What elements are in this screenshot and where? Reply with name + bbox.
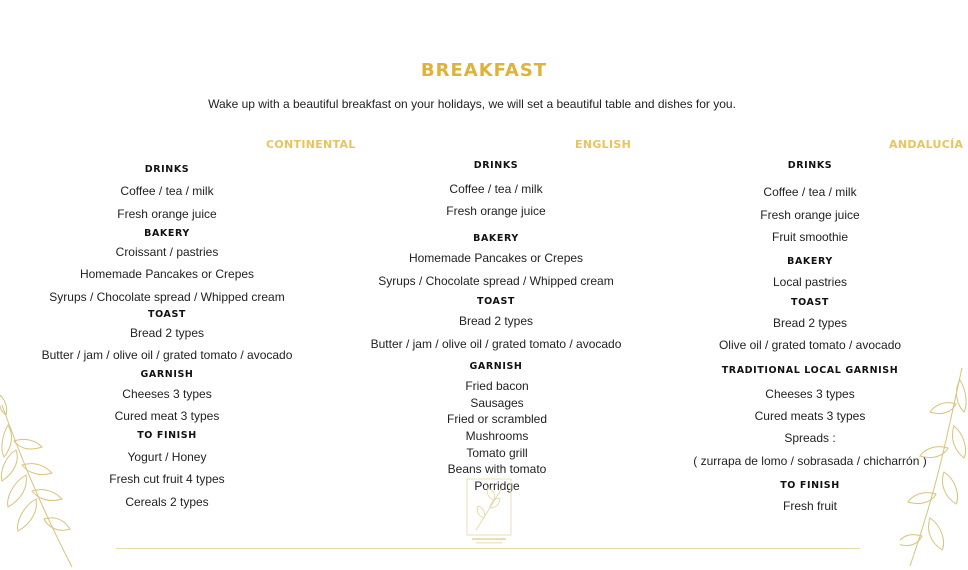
section-title: DRINKS: [473, 160, 519, 171]
column-header-continental: CONTINENTAL: [266, 138, 356, 151]
menu-item: Yogurt / Honey: [127, 450, 207, 464]
section-title: TO FINISH: [780, 480, 840, 491]
menu-item: Coffee / tea / milk: [763, 185, 857, 199]
menu-item: Fried bacon: [465, 379, 529, 393]
section-title: GARNISH: [140, 369, 194, 380]
brand-logo-icon: [466, 478, 512, 546]
section-title: BAKERY: [473, 233, 519, 244]
section-title: TRADITIONAL LOCAL GARNISH: [721, 365, 899, 376]
menu-item: Beans with tomato: [447, 462, 547, 476]
menu-item: Bread 2 types: [458, 314, 534, 328]
left-leaf-branch-icon: [0, 395, 80, 570]
menu-item: Mushrooms: [465, 429, 529, 443]
menu-item: Sausages: [470, 396, 524, 410]
menu-item: Fresh orange juice: [117, 207, 217, 221]
footer-divider: [116, 548, 860, 549]
menu-item: Cured meats 3 types: [754, 409, 866, 423]
menu-item: Bread 2 types: [129, 326, 205, 340]
menu-item: Butter / jam / olive oil / grated tomato / avocado: [41, 348, 293, 362]
menu-item: Coffee / tea / milk: [449, 182, 543, 196]
right-leaf-branch-icon: [900, 360, 968, 570]
menu-item: Coffee / tea / milk: [120, 184, 214, 198]
section-title: BAKERY: [787, 256, 833, 267]
column-header-andalucia: ANDALUCÍA: [889, 138, 964, 151]
menu-item: Porridge: [474, 479, 520, 493]
section-title: GARNISH: [469, 361, 523, 372]
menu-item: Local pastries: [772, 275, 848, 289]
menu-item: Syrups / Chocolate spread / Whipped cream: [378, 274, 614, 288]
page-subtitle: Wake up with a beautiful breakfast on your holidays, we will set a beautiful table and dishes for you.: [208, 97, 736, 111]
section-title: TOAST: [791, 297, 829, 308]
column-header-english: ENGLISH: [575, 138, 632, 151]
menu-item: Tomato grill: [466, 446, 528, 460]
menu-item: Homemade Pancakes or Crepes: [408, 251, 584, 265]
menu-item: Fresh orange juice: [760, 208, 860, 222]
page-title: BREAKFAST: [420, 60, 548, 81]
menu-item: Fried or scrambled: [446, 412, 548, 426]
menu-item: Butter / jam / olive oil / grated tomato / avocado: [370, 337, 622, 351]
menu-item: Cured meat 3 types: [114, 409, 220, 423]
menu-item: Fresh cut fruit 4 types: [109, 472, 225, 486]
section-title: TOAST: [477, 296, 515, 307]
menu-item: Cheeses 3 types: [765, 387, 855, 401]
section-title: TOAST: [148, 309, 186, 320]
menu-item: Fruit smoothie: [771, 230, 849, 244]
menu-item: Syrups / Chocolate spread / Whipped cream: [49, 290, 285, 304]
section-title: DRINKS: [144, 164, 190, 175]
section-title: BAKERY: [144, 228, 190, 239]
menu-item: Olive oil / grated tomato / avocado: [718, 338, 902, 352]
menu-item: Cheeses 3 types: [122, 387, 212, 401]
section-title: TO FINISH: [137, 430, 197, 441]
menu-item: Spreads :: [784, 431, 836, 445]
section-title: DRINKS: [787, 160, 833, 171]
menu-item: Croissant / pastries: [115, 245, 219, 259]
menu-item: Fresh fruit: [782, 499, 838, 513]
menu-item: Bread 2 types: [772, 316, 848, 330]
menu-item: Homemade Pancakes or Crepes: [79, 267, 255, 281]
menu-item: Fresh orange juice: [446, 204, 546, 218]
menu-item: ( zurrapa de lomo / sobrasada / chicharrón ): [693, 454, 927, 468]
menu-item: Cereals 2 types: [125, 495, 209, 509]
